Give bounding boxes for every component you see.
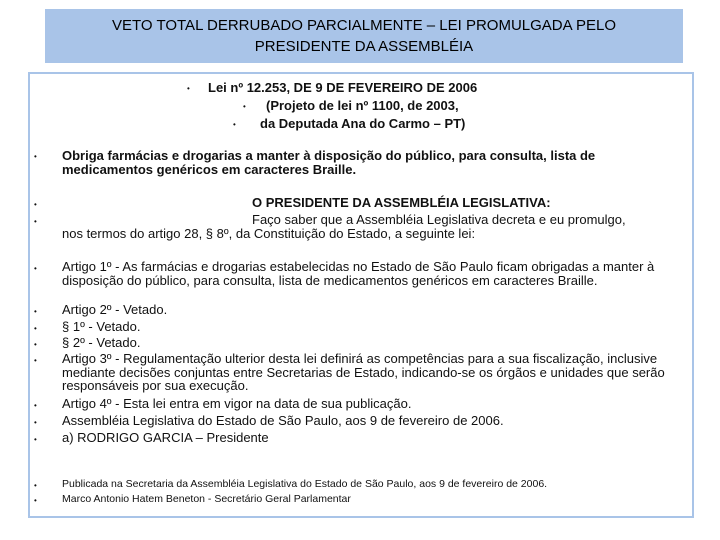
article-4: Artigo 4º - Esta lei entra em vigor na data de sua publicação. [62,396,412,411]
bullet: • [34,264,37,273]
article-3: Artigo 3º - Regulamentação ulterior desta lei definirá as competências para a sua fiscalização, inclusive mediante decisões conjuntas entre Secretarias de Estado, indicando-se os órgãos e unidades que serão responsáveis por sua execução. [62,351,665,393]
secretary-signature: Marco Antonio Hatem Beneton - Secretário Geral Parlamentar [62,493,351,505]
bullet: • [34,496,37,505]
slide-title [45,9,683,63]
bullet: • [34,435,37,444]
article-2-paragraph-1: § 1º - Vetado. [62,319,141,334]
bullet: • [34,418,37,427]
bullet: • [233,120,236,129]
bullet: • [34,217,37,226]
bullet: • [34,340,37,349]
preamble-heading: O PRESIDENTE DA ASSEMBLÉIA LEGISLATIVA: [252,195,551,210]
content-frame [28,72,694,518]
preamble-line-1: Faço saber que a Assembléia Legislativa decreta e eu promulgo, [252,212,626,227]
preamble-line-2: nos termos do artigo 28, § 8º, da Constituição do Estado, a seguinte lei: [62,226,476,241]
article-1: Artigo 1º - As farmácias e drogarias estabelecidas no Estado de São Paulo ficam obrigadas a manter à disposição do público, para consulta, lista de medicamentos genéricos em caracteres Braille. [62,259,655,288]
law-summary: Obriga farmácias e drogarias a manter à disposição do público, para consulta, lista de medicamentos genéricos em caracteres Braille. [62,148,596,177]
bullet: • [34,356,37,365]
bullet: • [34,307,37,316]
bullet: • [34,200,37,209]
bullet: • [187,84,190,93]
signature-president: a) RODRIGO GARCIA – Presidente [62,430,269,445]
law-project: (Projeto de lei nº 1100, de 2003, [266,98,459,113]
slide-title-line-1: VETO TOTAL DERRUBADO PARCIALMENTE – LEI PROMULGADA PELO [111,17,617,34]
signature-place-date: Assembléia Legislativa do Estado de São Paulo, aos 9 de fevereiro de 2006. [62,413,504,428]
law-author: da Deputada Ana do Carmo – PT) [260,116,466,131]
bullet: • [34,324,37,333]
law-number: Lei nº 12.253, DE 9 DE FEVEREIRO DE 2006 [208,80,478,95]
slide-title-line-2: PRESIDENTE DA ASSEMBLÉIA [254,38,474,55]
bullet: • [34,481,37,490]
article-2-paragraph-2: § 2º - Vetado. [62,335,141,350]
article-2: Artigo 2º - Vetado. [62,302,168,317]
bullet: • [34,401,37,410]
publication-note: Publicada na Secretaria da Assembléia Legislativa do Estado de São Paulo, aos 9 de fevereiro de 2006. [62,478,548,490]
bullet: • [34,152,37,161]
bullet: • [243,102,246,111]
